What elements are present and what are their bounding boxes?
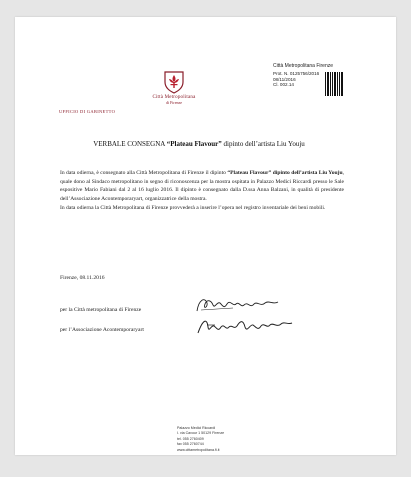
- title-work: “Plateau Flavour”: [166, 140, 222, 148]
- stamp-protocol: Prot. N. 0125756/2016: [273, 71, 320, 76]
- florence-lily-icon: [163, 70, 185, 94]
- signature-association: [195, 315, 295, 337]
- office-label: UFFICIO DI GABINETTO: [59, 109, 116, 114]
- logo-city: di Firenze: [165, 100, 183, 105]
- body-paragraph-2: In data odierna la Città Metropolitana di Firenze provvederà a inserire l’opera nel registro inventariale dei beni mobili.: [60, 204, 326, 211]
- signature-label-city: per la Città metropolitana di Firenze: [60, 307, 142, 313]
- body-rest: , quale dono al Sindaco metropolitano in segno di riconoscenza per la mostra ospitata in Palazzo Medici Riccardi presso le Sale espositive Mario Fabiani dal 2 al 16 luglio 2016. Il dipinto è consegnato dalla D.ssa Anna Balzani, in qualità di presidente dell’Associazione Acontemporaryart, organizzatrice della mostra.: [60, 170, 345, 202]
- footer-line: fax 055 2760744: [177, 442, 204, 447]
- place-date: Firenze, 08.11.2016: [60, 275, 105, 281]
- body-paragraph-1: [60, 169, 344, 204]
- stamp-title: Città Metropolitana Firenze: [273, 63, 334, 69]
- barcode-icon: [325, 72, 343, 96]
- footer-address: [177, 426, 297, 453]
- footer-line: I. via Cavour 1 50129 Firenze: [177, 431, 225, 436]
- logo-name: Città Metropolitana: [152, 95, 196, 100]
- signature-label-association: per l’Associazione Acontemporaryart: [60, 327, 144, 333]
- stamp-class: Cl. 002.14: [273, 82, 294, 88]
- footer-line: tel. 055 2760409: [177, 436, 204, 441]
- body-work: “Plateau Flavour” dipinto dell’artista Liu Youju: [227, 170, 343, 176]
- document-body: [60, 169, 344, 212]
- document-page: [15, 17, 396, 455]
- body-intro: In data odierna, è consegnato alla Città Metropolitana di Firenze il dipinto: [60, 170, 228, 176]
- protocol-stamp: [243, 63, 343, 111]
- document-title: [49, 140, 349, 148]
- footer-line: www.cittametropolitana.fi.it: [177, 447, 220, 452]
- title-suffix: dipinto dell’artista Liu Youju: [221, 140, 305, 148]
- stamp-date: 08/11/2016: [273, 76, 296, 82]
- signature-city: [193, 295, 283, 315]
- title-prefix: VERBALE CONSEGNA: [93, 140, 167, 148]
- city-logo: [139, 70, 209, 105]
- footer-line: Palazzo Medici Riccardi: [177, 426, 216, 430]
